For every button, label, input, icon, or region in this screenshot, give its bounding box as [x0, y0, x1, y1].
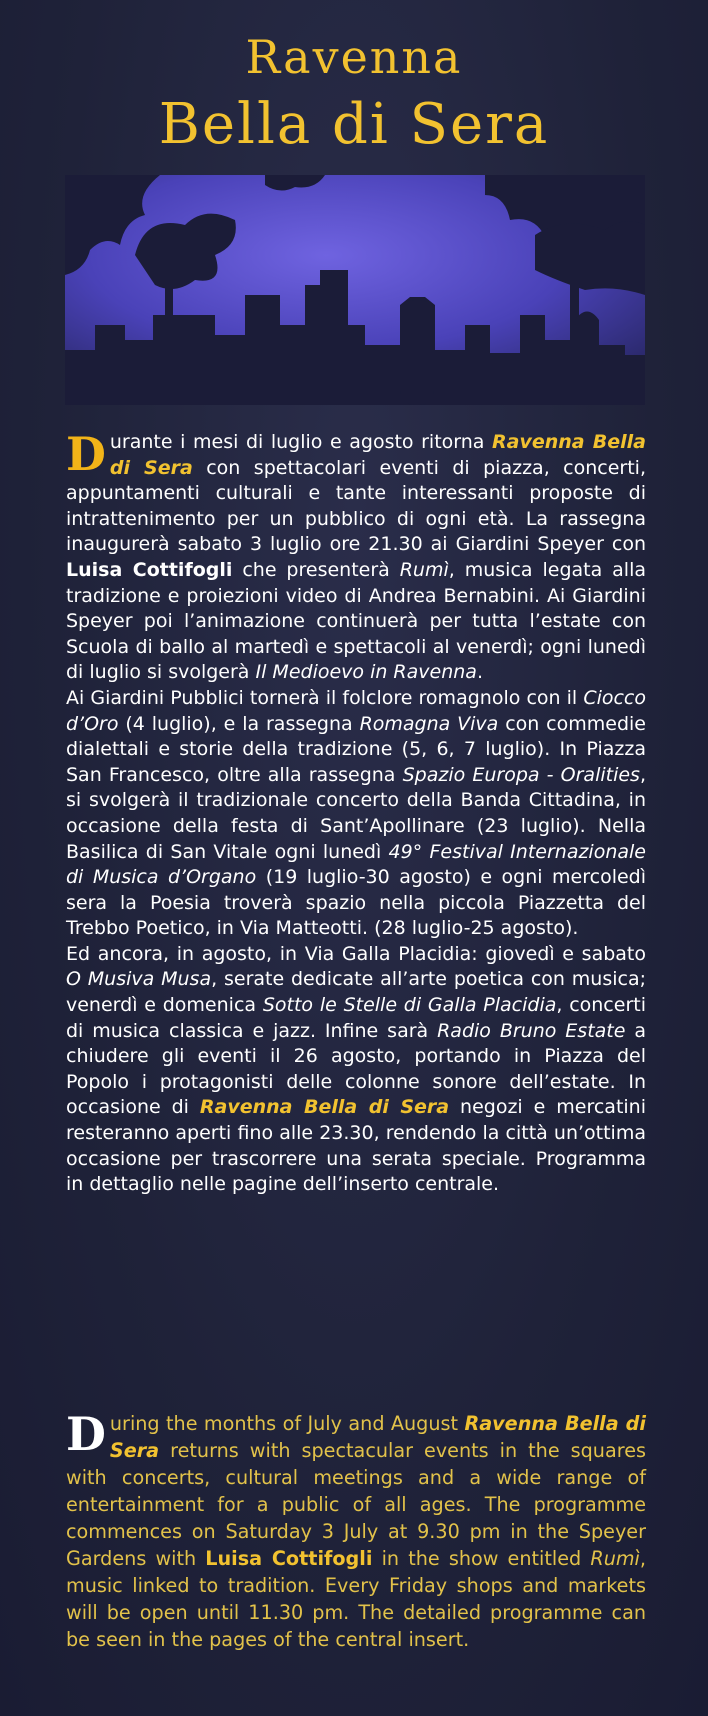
text-run: Rumì [399, 558, 449, 581]
english-paragraph-1 [66, 1407, 646, 1653]
text-run: Ed ancora, in agosto, in Via Galla Placidia: giovedì e sabato [66, 942, 646, 965]
english-text [66, 1407, 646, 1653]
text-run: (4 luglio), e la rassegna [118, 712, 360, 735]
text-run: Sotto le Stelle di Galla Placidia [262, 994, 557, 1017]
italian-text [66, 427, 647, 1198]
night-skyline-illustration [65, 175, 645, 405]
text-run: con spettacolari eventi di piazza, concerti, appuntamenti culturali e tante interessanti proposte di intrattenimento per un pubblico di ogni età. La rassegna inaugurerà sabato 3 luglio ore 21.30 ai Giardini Speyer con [66, 456, 647, 556]
tower [320, 270, 348, 405]
text-run: (19 luglio-30 agosto) e ogni mercoledì sera la Poesia troverà spazio nella piccola Piazzetta del Trebbo Poetico, in Via Matteotti. (28 luglio-25 agosto). [66, 866, 647, 940]
text-run: Ravenna Bella di Sera [109, 1412, 646, 1462]
title-line-2: Bella di Sera [158, 92, 550, 157]
text-run: uring the months of July and August [109, 1412, 465, 1435]
italian-paragraph-2 [66, 686, 646, 942]
text-run: Luisa Cottifogli [205, 1547, 373, 1570]
text-run: , music linked to tradition. Every Friday shops and markets will be open until 11.30 pm. The detailed programme can be seen in the pages of the central insert. [66, 1547, 646, 1651]
text-run: con commedie dialettali e storie della tradizione (5, 6, 7 luglio). In Piazza San Francesco, oltre alla rassegna [66, 712, 646, 786]
text-run: O Musiva Musa [66, 968, 212, 991]
italian-paragraph-3 [66, 942, 646, 1198]
italian-paragraph-1 [66, 427, 647, 686]
text-run: 49° Festival Internazionale di Musica d’Organo [66, 840, 646, 889]
text-run: Ravenna Bella di Sera [109, 431, 646, 479]
text-run: Ai Giardini Pubblici tornerà il folclore romagnolo con il [66, 686, 584, 709]
text-run: in the show entitled [372, 1547, 591, 1570]
text-run: , si svolgerà il tradizionale concerto della Banda Cittadina, in occasione della festa di Sant’Apollinare (23 luglio). Nella Basilica di San Vitale ogni lunedì [66, 763, 646, 863]
text-run: negozi e mercatini resteranno aperti fino alle 23.30, rendendo la città un’ottima occasione per trascorrere una serata speciale. Programma in dettaglio nelle pagine dell’inserto centrale. [66, 1096, 646, 1196]
text-run: Rumì [590, 1547, 640, 1570]
text-run: Romagna Viva [359, 712, 499, 735]
text-run: che presenterà [232, 558, 400, 581]
text-run: Spazio Europa - Oralities [402, 763, 640, 786]
text-run: returns with spectacular events in the squares with concerts, cultural meetings and a wide range of entertainment for a public of all ages. The programme commences on Saturday 3 July at 9.30 pm in the Speyer Gardens with [66, 1439, 646, 1570]
text-run: Luisa Cottifogli [66, 558, 233, 581]
text-run: urante i mesi di luglio e agosto ritorna [109, 431, 493, 453]
english-drop-cap: D [66, 1407, 106, 1461]
text-run: Radio Bruno Estate [437, 1019, 626, 1042]
round-tower [400, 300, 434, 405]
text-run: Ravenna Bella di Sera [199, 1096, 450, 1119]
text-run: a chiudere gli eventi il 26 agosto, portando in Piazza del Popolo i protagonisti delle colonne sonore dell’estate. In occasione di [66, 1019, 647, 1119]
text-run: Ciocco d’Oro [66, 686, 646, 735]
text-run: Il Medioevo in Ravenna [255, 661, 477, 684]
text-run: , serate dedicate all’arte poetica con musica; venerdì e domenica [66, 968, 647, 1017]
text-run: , musica legata alla tradizione e proiezioni video di Andrea Bernabini. Ai Giardini Speyer poi l’animazione continuerà per tutta l’estate con Scuola di ballo al martedì e spettacoli al venerdì; ogni lunedì di luglio si svolgerà [66, 558, 647, 684]
title-line-1: Ravenna [245, 30, 463, 84]
text-run: , concerti di musica classica e jazz. Infine sarà [66, 994, 646, 1042]
italian-drop-cap: D [66, 427, 106, 481]
text-run: . [476, 661, 483, 684]
